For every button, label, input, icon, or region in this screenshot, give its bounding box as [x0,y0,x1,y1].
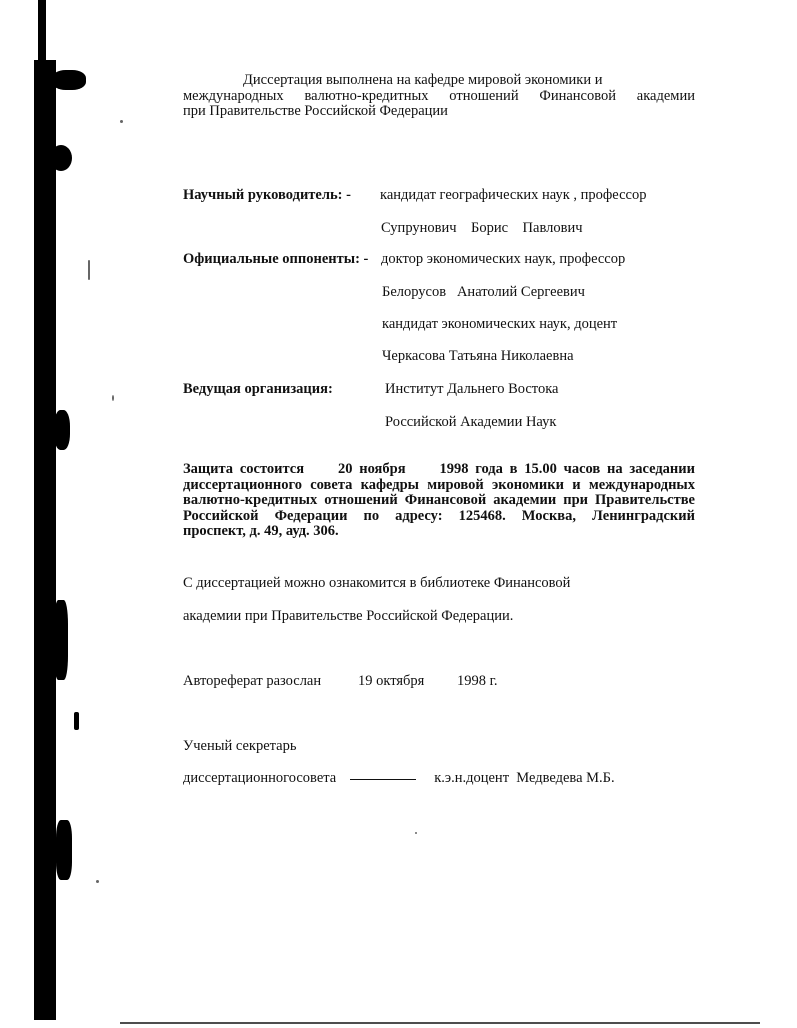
defense-line: проспект, д. 49, ауд. 306. [183,523,339,539]
scan-edge-strip [34,60,56,1020]
library-line2: академии при Правительстве Российской Федерации. [183,608,514,624]
opponents-label: Официальные оппоненты: - [183,251,369,267]
org-label: Ведущая организация: [183,381,333,397]
signature-line [350,779,416,780]
opponent1-name: Белорусов Анатолий Сергеевич [382,284,585,300]
secretary-degree: к.э.н.доцент [434,770,510,786]
scan-blob [54,410,70,450]
defense-line: Защита состоится 20 ноября 1998 года в 15.00 часов на заседании [183,461,695,477]
org-line1: Институт Дальнего Востока [385,381,559,397]
opponent1-title: доктор экономических наук, профессор [381,251,626,267]
intro-line: международных валютно-кредитных отношений Финансовой академии [183,87,695,104]
mailing-date: 19 октября [358,673,425,689]
secretary-signature-row [183,770,615,786]
supervisor-name: Супрунович Борис Павлович [381,220,583,236]
scan-blob [56,820,72,880]
secretary-council: диссертационногосовета [183,770,337,786]
scan-speck [96,880,99,883]
mailing-year: 1998 г. [457,673,498,689]
intro-line: Диссертация выполнена на кафедре мировой экономики и [243,72,603,88]
scan-speck [415,832,417,834]
org-line2: Российской Академии Наук [385,414,557,430]
secretary-name: Медведева М.Б. [516,770,615,786]
opponent2-name: Черкасова Татьяна Николаевна [382,348,574,364]
opponent2-title: кандидат экономических наук, доцент [382,316,618,332]
scan-blob [54,600,68,680]
scan-edge-bar [38,0,46,60]
scan-bottom-edge [120,1022,760,1024]
defense-line: диссертационного совета кафедры мировой экономики и международных [183,476,695,493]
intro-line: при Правительстве Российской Федерации [183,103,448,119]
scan-blob [74,712,79,730]
intro-paragraph [183,73,695,120]
secretary-title: Ученый секретарь [183,738,297,754]
scan-blob [50,145,72,171]
supervisor-title: кандидат географических наук , профессор [380,187,647,203]
scan-speck [112,395,114,401]
scan-speck [120,120,123,123]
library-line1: С диссертацией можно ознакомится в библиотеке Финансовой [183,575,571,591]
defense-paragraph [183,462,695,540]
scan-blob [52,70,86,90]
mailing-label: Автореферат разослан [183,673,322,689]
defense-line: валютно-кредитных отношений Финансовой академии при Правительстве [183,492,695,508]
defense-line: Российской Федерации по адресу: 125468. Москва, Ленинградский [183,507,695,524]
scan-speck [88,260,90,280]
supervisor-label: Научный руководитель: - [183,187,351,203]
